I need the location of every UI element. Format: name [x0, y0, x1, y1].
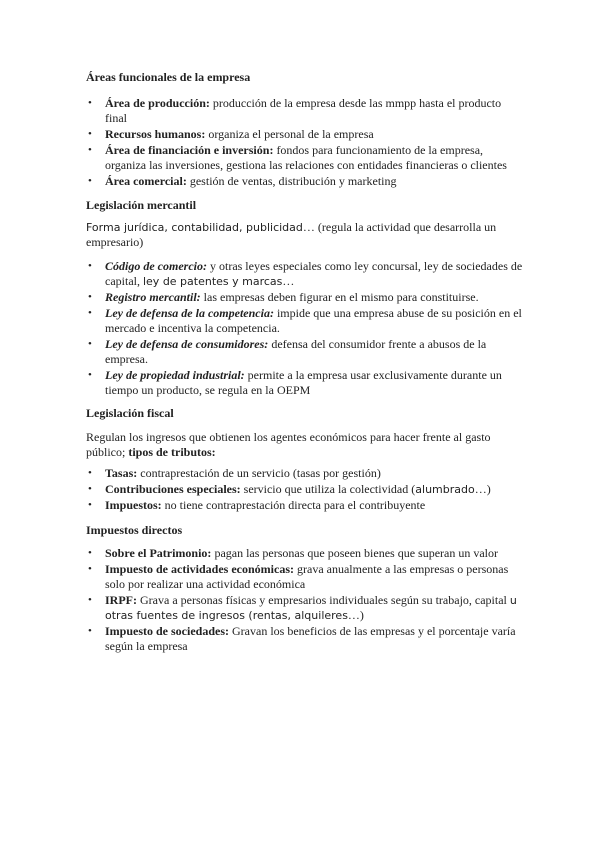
bullet-icon: • [88, 625, 92, 637]
bullet-icon: • [88, 291, 92, 303]
bullet-icon: • [88, 144, 92, 156]
list-item: • Contribuciones especiales: servicio que utiliza la colectividad (alumbrado…) [88, 482, 491, 496]
heading-legislacion-fiscal: Legislación fiscal [86, 406, 174, 420]
list-item: • Código de comercio: y otras leyes especiales como ley concursal, ley de sociedades de capital, ley de patentes y marcas… [88, 259, 523, 288]
bullet-icon: • [88, 369, 92, 381]
list-item: • Registro mercantil: las empresas deben figurar en el mismo para constituirse. [88, 290, 479, 304]
list-item: • Área comercial: gestión de ventas, distribución y marketing [88, 174, 397, 188]
heading-impuestos-directos: Impuestos directos [86, 523, 183, 537]
bullet-icon: • [88, 563, 92, 575]
list-item: • IRPF: Grava a personas físicas y empresarios individuales según su trabajo, capital u otras fuentes de ingresos (rentas, alquileres…) [88, 593, 517, 622]
bullet-icon: • [88, 260, 92, 272]
paragraph-mercantil-intro: Forma jurídica, contabilidad, publicidad… (regula la actividad que desarrolla un empresario) [86, 220, 497, 249]
heading-legislacion-mercantil: Legislación mercantil [86, 198, 197, 212]
list-item: • Ley de propiedad industrial: permite a la empresa usar exclusivamente durante un tiempo un producto, se regula en la OEPM [88, 368, 502, 397]
bullet-icon: • [88, 547, 92, 559]
bullet-icon: • [88, 128, 92, 140]
bullet-icon: • [88, 483, 92, 495]
list-item: • Sobre el Patrimonio: pagan las personas que poseen bienes que superan un valor [88, 546, 499, 560]
list-item: • Impuesto de actividades económicas: grava anualmente a las empresas o personas solo por realizar una actividad económica [88, 562, 509, 591]
list-legislacion-mercantil [86, 259, 526, 399]
bullet-icon: • [88, 338, 92, 350]
bullet-icon: • [88, 175, 92, 187]
list-item: • Área de producción: producción de la empresa desde las mmpp hasta el producto final [88, 96, 502, 125]
bullet-icon: • [88, 499, 92, 511]
list-item: • Tasas: contraprestación de un servicio (tasas por gestión) [88, 466, 381, 480]
list-item: • Impuesto de sociedades: Gravan los beneficios de las empresas y el porcentaje varía según la empresa [88, 624, 516, 653]
list-item: • Recursos humanos: organiza el personal de la empresa [88, 127, 374, 141]
bullet-icon: • [88, 307, 92, 319]
list-impuestos-directos [86, 546, 526, 655]
bullet-icon: • [88, 594, 92, 606]
list-item: • Ley de defensa de consumidores: defensa del consumidor frente a abusos de la empresa. [88, 337, 487, 366]
paragraph-fiscal-intro: Regulan los ingresos que obtienen los agentes económicos para hacer frente al gasto público; tipos de tributos: [86, 430, 491, 459]
list-tipos-tributos [86, 466, 526, 514]
bullet-icon: • [88, 97, 92, 109]
heading-areas-funcionales: Áreas funcionales de la empresa [86, 70, 251, 84]
list-item: • Ley de defensa de la competencia: impide que una empresa abuse de su posición en el mercado e incentiva la competencia. [88, 306, 522, 335]
list-areas-funcionales [86, 96, 526, 190]
list-item: • Área de financiación e inversión: fondos para funcionamiento de la empresa, organiza las inversiones, gestiona las relaciones con entidades financieras o clientes [88, 143, 507, 172]
bullet-icon: • [88, 467, 92, 479]
list-item: • Impuestos: no tiene contraprestación directa para el contribuyente [88, 498, 426, 512]
